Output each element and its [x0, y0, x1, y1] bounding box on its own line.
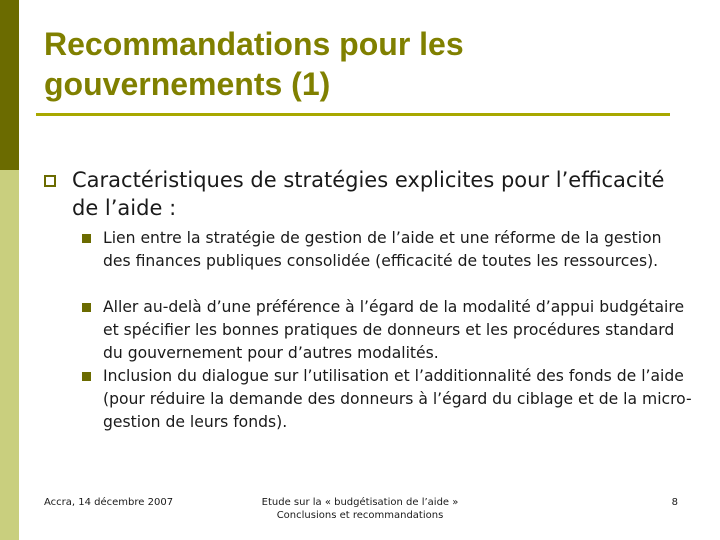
square-bullet-icon: [82, 372, 91, 381]
square-bullet-icon: [82, 303, 91, 312]
sub-bullet-3: Inclusion du dialogue sur l’utilisation et l’additionnalité des fonds de l’aide (pour réduire la demande des donneurs à l’égard du ciblage et de la micro-gestion de leurs fonds).: [103, 367, 692, 431]
title-underline: [36, 113, 670, 116]
footer-date: Accra, 14 décembre 2007: [44, 497, 174, 508]
footer-center-line1: Etude sur la « budgétisation de l’aide »: [261, 497, 459, 508]
footer-center-line2: Conclusions et recommandations: [276, 510, 444, 521]
page-number: 8: [671, 497, 678, 508]
hollow-square-bullet-icon: [44, 175, 56, 187]
main-bullet-text: Caractéristiques de stratégies explicites pour l’efficacité de l’aide :: [72, 168, 665, 220]
footer-center: [220, 496, 500, 522]
slide-title: Recommandations pour les gouvernements (1): [44, 26, 464, 102]
side-bar-bottom: [0, 170, 19, 540]
sub-bullet-2: Aller au-delà d’une préférence à l’égard de la modalité d’appui budgétaire et spécifier les bonnes pratiques de donneurs et les procédures standard du gouvernement pour d’autres modalités.: [103, 298, 685, 362]
side-bar-top: [0, 0, 19, 170]
square-bullet-icon: [82, 234, 91, 243]
sub-bullet-1: Lien entre la stratégie de gestion de l’aide et une réforme de la gestion des finances publiques consolidée (efficacité de toutes les ressources).: [103, 229, 662, 270]
